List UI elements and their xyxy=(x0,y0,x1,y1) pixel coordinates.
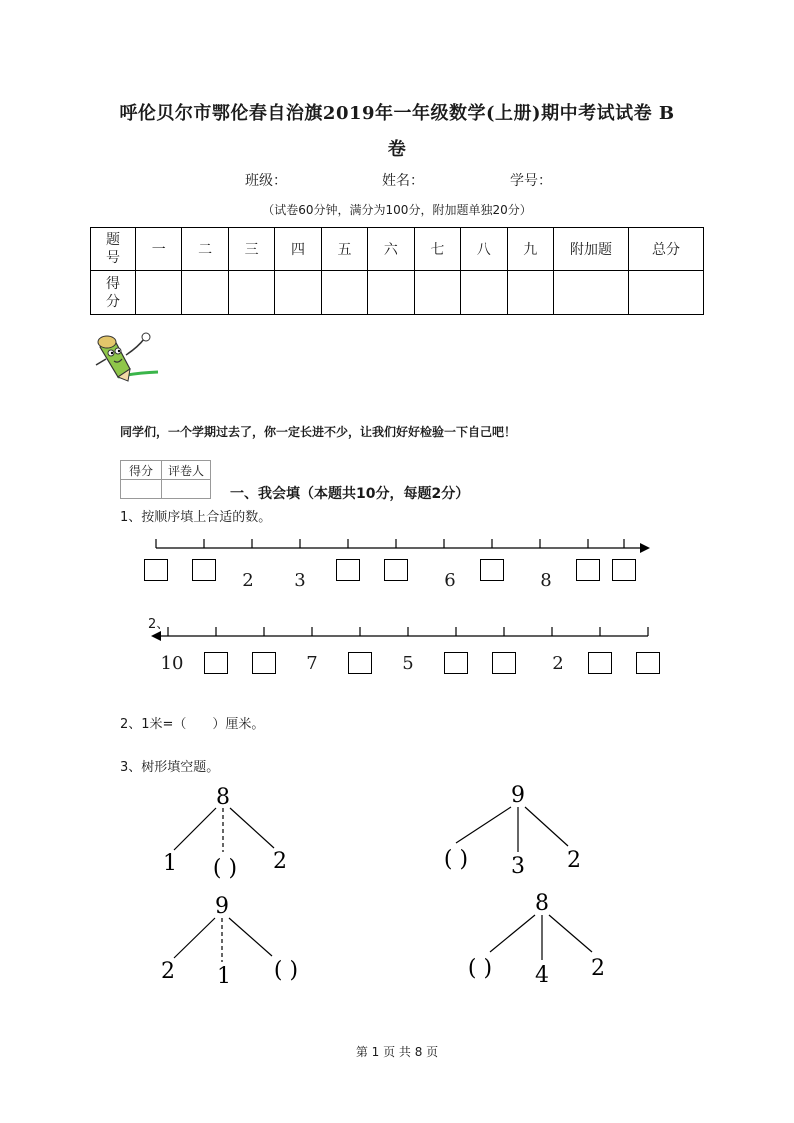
tree-3-middle: 1 xyxy=(217,964,231,989)
col-5: 五 xyxy=(321,228,367,271)
answer-box[interactable] xyxy=(444,652,468,674)
col-7: 七 xyxy=(414,228,460,271)
col-4: 四 xyxy=(275,228,321,271)
exam-title xyxy=(90,96,704,168)
tree-4-root: 8 xyxy=(535,891,549,916)
tree-2-left: ( ) xyxy=(443,847,469,872)
answer-box[interactable] xyxy=(492,652,516,674)
score-table-header-row xyxy=(91,228,704,271)
answer-box[interactable] xyxy=(144,559,168,581)
tree-3-root: 9 xyxy=(215,894,229,919)
number-line-2-value: 10 xyxy=(160,653,184,674)
col-1: 一 xyxy=(136,228,182,271)
tree-2-root: 9 xyxy=(511,783,525,808)
score-cell[interactable] xyxy=(414,271,460,315)
answer-box[interactable] xyxy=(576,559,600,581)
grader-box xyxy=(120,460,211,499)
answer-box[interactable] xyxy=(480,559,504,581)
tree-1-middle: ( ) xyxy=(212,856,238,881)
title-line-1: 呼伦贝尔市鄂伦春自治旗2019年一年级数学(上册)期中考试试卷 B xyxy=(119,103,675,124)
score-table xyxy=(90,227,704,315)
number-line-2-value: 7 xyxy=(306,653,318,674)
score-cell[interactable] xyxy=(507,271,554,315)
number-line-2-value: 5 xyxy=(402,653,414,674)
tree-1-left: 1 xyxy=(163,851,177,876)
col-total: 总分 xyxy=(629,228,704,271)
tree-diagrams xyxy=(150,780,630,995)
col-3: 三 xyxy=(228,228,274,271)
number-line-1-value: 2 xyxy=(242,570,254,591)
tree-4-right: 2 xyxy=(591,956,605,981)
title-line-2: 卷 xyxy=(387,139,407,160)
tree-4-middle: 4 xyxy=(535,963,549,988)
col-2: 二 xyxy=(182,228,228,271)
tree-2-middle: 3 xyxy=(511,854,525,879)
grader-score-label: 得分 xyxy=(121,461,162,480)
score-cell[interactable] xyxy=(321,271,367,315)
score-cell[interactable] xyxy=(182,271,228,315)
answer-box[interactable] xyxy=(384,559,408,581)
answer-box[interactable] xyxy=(588,652,612,674)
tree-1 xyxy=(163,785,287,881)
score-cell[interactable] xyxy=(461,271,507,315)
grader-name-cell[interactable] xyxy=(162,480,211,499)
answer-box[interactable] xyxy=(336,559,360,581)
pencil-mascot-icon xyxy=(88,325,168,390)
score-cell[interactable] xyxy=(629,271,704,315)
page-footer: 第 1 页 共 8 页 xyxy=(355,1045,439,1059)
number-line-1-value: 6 xyxy=(444,570,456,591)
col-9: 九 xyxy=(507,228,554,271)
row-head-question-number: 题 号 xyxy=(91,228,136,271)
score-table-score-row xyxy=(91,271,704,315)
exam-note: （试卷60分钟，满分为100分，附加题单独20分） xyxy=(262,203,532,217)
col-6: 六 xyxy=(368,228,414,271)
question-3-prompt: 3、树形填空题。 xyxy=(120,760,220,775)
score-cell[interactable] xyxy=(554,271,629,315)
answer-box[interactable] xyxy=(204,652,228,674)
grader-name-label: 评卷人 xyxy=(162,461,211,480)
student-id-field-label: 学号： xyxy=(510,173,552,189)
number-line-1 xyxy=(150,538,652,556)
grader-score-cell[interactable] xyxy=(121,480,162,499)
tree-3-right: ( ) xyxy=(273,958,299,983)
score-cell[interactable] xyxy=(136,271,182,315)
greeting-text: 同学们，一个学期过去了，你一定长进不少，让我们好好检验一下自己吧！ xyxy=(120,425,517,439)
tree-1-right: 2 xyxy=(273,849,287,874)
question-2-prompt: 2、1米=（ ）厘米。 xyxy=(120,717,265,732)
answer-box[interactable] xyxy=(612,559,636,581)
number-line-2-label: 2、 xyxy=(148,617,170,632)
answer-box[interactable] xyxy=(252,652,276,674)
score-cell[interactable] xyxy=(368,271,414,315)
row-head-score: 得 分 xyxy=(91,271,136,315)
question-1-prompt: 1、按顺序填上合适的数。 xyxy=(120,510,272,525)
name-field-label: 姓名： xyxy=(382,173,424,189)
tree-1-root: 8 xyxy=(216,785,230,810)
tree-3 xyxy=(161,894,298,989)
tree-4-left: ( ) xyxy=(467,956,493,981)
section-1-title: 一、我会填（本题共10分，每题2分） xyxy=(230,486,470,502)
number-line-1-value: 8 xyxy=(540,570,552,591)
answer-box[interactable] xyxy=(192,559,216,581)
answer-box[interactable] xyxy=(636,652,660,674)
number-line-2-value: 2 xyxy=(552,653,564,674)
tree-4 xyxy=(468,891,605,988)
col-bonus: 附加题 xyxy=(554,228,629,271)
tree-2-right: 2 xyxy=(567,848,581,873)
number-line-1-value: 3 xyxy=(294,570,306,591)
class-field-label: 班级： xyxy=(245,173,287,189)
score-cell[interactable] xyxy=(228,271,274,315)
tree-2 xyxy=(444,783,581,879)
col-8: 八 xyxy=(461,228,507,271)
tree-3-left: 2 xyxy=(161,959,175,984)
number-line-2 xyxy=(150,626,652,644)
answer-box[interactable] xyxy=(348,652,372,674)
score-cell[interactable] xyxy=(275,271,321,315)
